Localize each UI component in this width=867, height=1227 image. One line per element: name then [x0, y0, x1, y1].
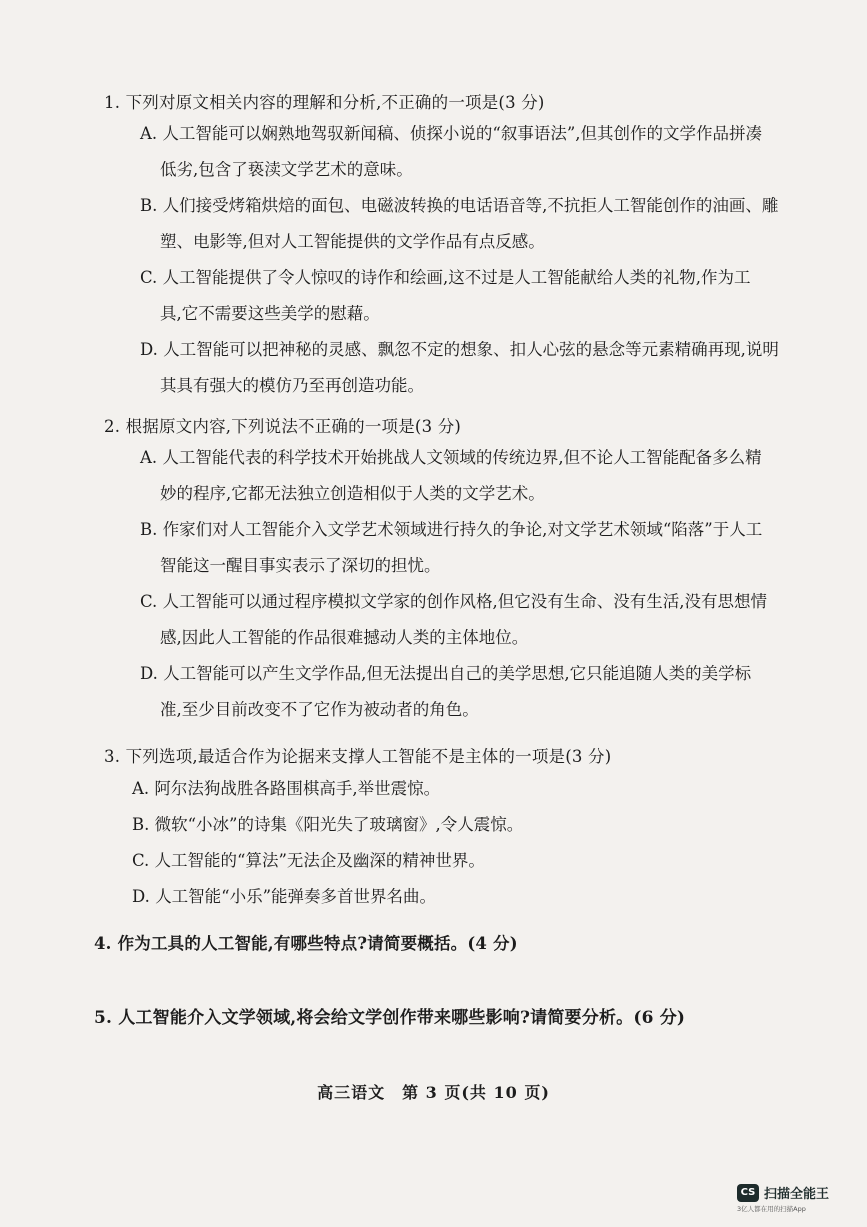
q2-option-b-line1: B. 作家们对人工智能介入文学艺术领域进行持久的争论,对文学艺术领域“陷落”于人工: [140, 520, 763, 539]
question-2-stem: 2. 根据原文内容,下列说法不正确的一项是(3 分): [104, 417, 462, 436]
question-5-stem: 5. 人工智能介入文学领域,将会给文学创作带来哪些影响?请简要分析。(6 分): [94, 1008, 686, 1028]
q1-option-a-line1: A. 人工智能可以娴熟地驾驭新闻稿、侦探小说的“叙事语法”,但其创作的文学作品拼凑: [140, 124, 763, 143]
question-1-stem: 1. 下列对原文相关内容的理解和分析,不正确的一项是(3 分): [104, 93, 545, 112]
q2-option-d-line2: 准,至少目前改变不了它作为被动者的角色。: [160, 700, 479, 719]
q2-option-a-line2: 妙的程序,它都无法独立创造相似于人类的文学艺术。: [160, 484, 545, 503]
q2-option-b-line2: 智能这一醒目事实表示了深切的担忧。: [160, 556, 441, 575]
scanner-watermark: [737, 1183, 847, 1213]
q1-option-b-line2: 塑、电影等,但对人工智能提供的文学作品有点反感。: [160, 232, 545, 251]
question-3-options: [132, 771, 762, 915]
cs-logo-icon: CS: [737, 1184, 759, 1202]
question-3-stem: 3. 下列选项,最适合作为论据来支撑人工智能不是主体的一项是(3 分): [104, 747, 612, 766]
q1-option-c-line1: C. 人工智能提供了令人惊叹的诗作和绘画,这不过是人工智能献给人类的礼物,作为工: [140, 268, 751, 287]
q1-option-a-line2: 低劣,包含了亵渎文学艺术的意味。: [160, 160, 413, 179]
q1-option-d-line2: 其具有强大的模仿乃至再创造功能。: [160, 376, 424, 395]
question-4-stem: 4. 作为工具的人工智能,有哪些特点?请简要概括。(4 分): [94, 934, 518, 953]
q1-option-d-line1: D. 人工智能可以把神秘的灵感、飘忽不定的想象、扣人心弦的悬念等元素精确再现,说明: [140, 340, 779, 359]
q3-option-d: D. 人工智能“小乐”能弹奏多首世界名曲。: [132, 887, 437, 906]
brand-name: 扫描全能王: [764, 1187, 830, 1202]
q2-option-c-line1: C. 人工智能可以通过程序模拟文学家的创作风格,但它没有生命、没有生活,没有思想情: [140, 592, 768, 611]
q3-option-c: C. 人工智能的“算法”无法企及幽深的精神世界。: [132, 851, 485, 870]
q3-option-b: B. 微软“小冰”的诗集《阳光失了玻璃窗》,令人震惊。: [132, 815, 524, 834]
q1-option-b-line1: B. 人们接受烤箱烘焙的面包、电磁波转换的电话语音等,不抗拒人工智能创作的油画、雕: [140, 196, 779, 215]
q1-option-c-line2: 具,它不需要这些美学的慰藉。: [160, 304, 380, 323]
page-footer: 高三语文 第 3 页(共 10 页): [317, 1083, 550, 1102]
q2-option-a-line1: A. 人工智能代表的科学技术开始挑战人文领域的传统边界,但不论人工智能配备多么精: [140, 448, 762, 467]
brand-tagline: 3亿人都在用的扫描App: [737, 1205, 806, 1213]
question-1-options: [140, 116, 779, 404]
q2-option-c-line2: 感,因此人工智能的作品很难撼动人类的主体地位。: [160, 628, 529, 647]
q2-option-d-line1: D. 人工智能可以产生文学作品,但无法提出自己的美学思想,它只能追随人类的美学标: [140, 664, 752, 683]
question-2-options: [140, 440, 770, 728]
q3-option-a: A. 阿尔法狗战胜各路围棋高手,举世震惊。: [132, 779, 441, 798]
